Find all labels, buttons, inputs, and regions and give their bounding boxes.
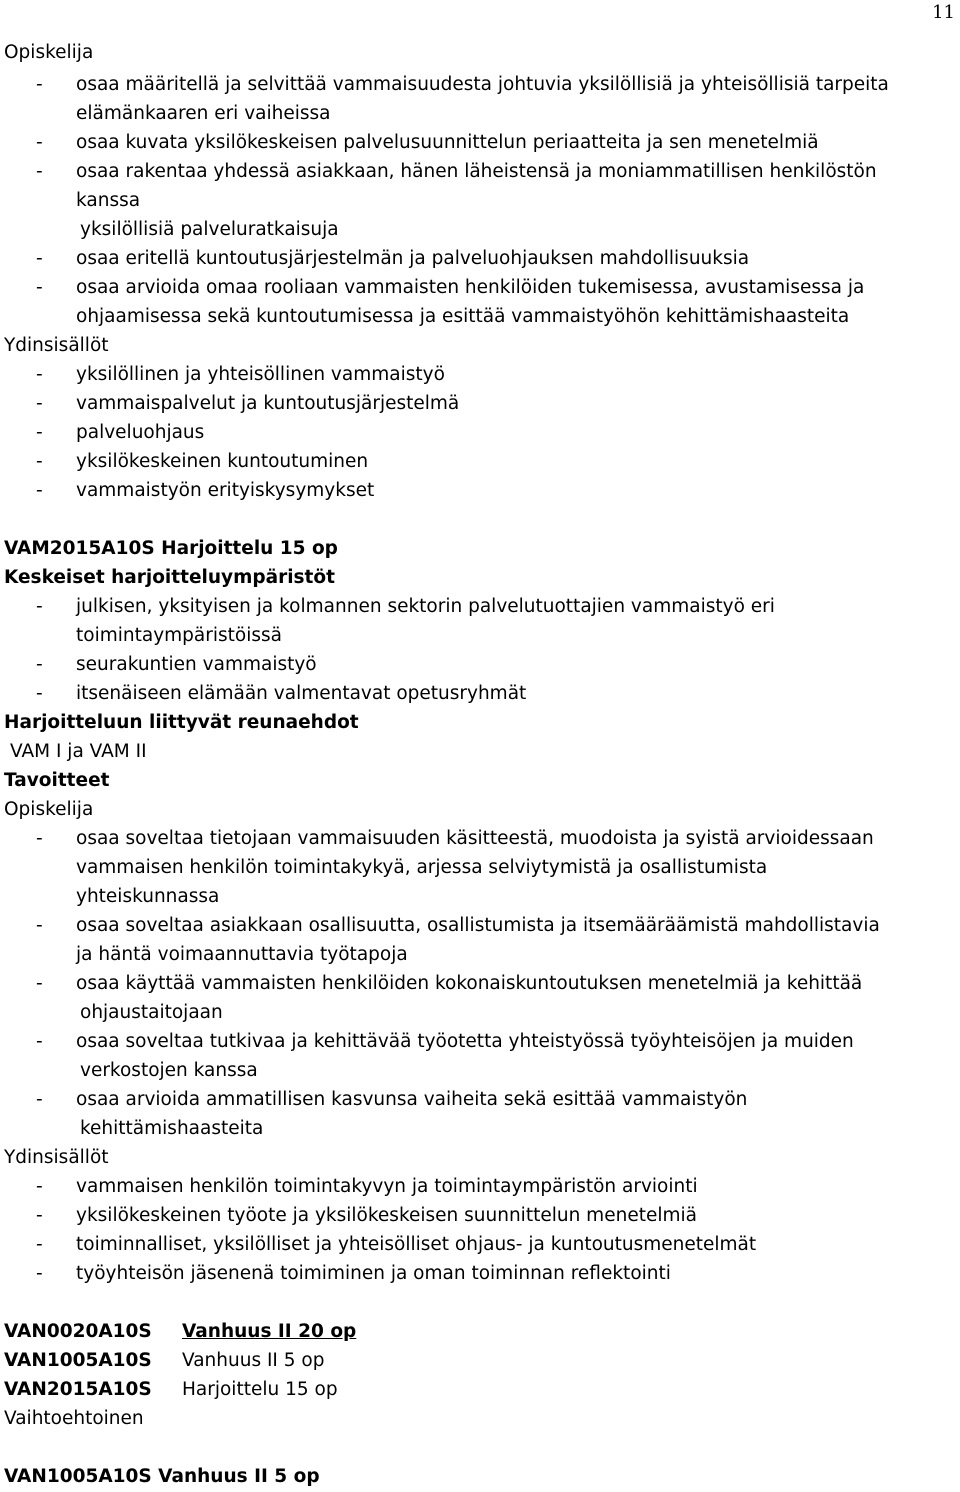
- list-item: [4, 273, 940, 302]
- list-item-continuation: [4, 186, 940, 215]
- bullet-dash: -: [36, 364, 43, 385]
- course-code: VAN1005A10S: [4, 1350, 152, 1371]
- bullet-dash: -: [36, 422, 43, 443]
- list-item-text: vammaistyön erityiskysymykset: [76, 480, 375, 501]
- list-item: [4, 157, 940, 186]
- bullet-dash: -: [36, 1205, 43, 1226]
- list-item: [4, 824, 940, 853]
- list-item-text: osaa soveltaa tietojaan vammaisuuden käsitteestä, muodoista ja syistä arvioidessaan: [76, 828, 874, 849]
- bullet-dash: -: [36, 451, 43, 472]
- heading-ydinsisallot-2: Ydinsisällöt: [4, 1147, 109, 1168]
- course-row: [4, 1346, 940, 1375]
- list-item-text: ohjaamisessa sekä kuntoutumisessa ja esittää vammaistyöhön kehittämishaasteita: [76, 306, 850, 327]
- heading-opiskelija: Opiskelija: [4, 42, 94, 63]
- list-item: [4, 360, 940, 389]
- list-item-text: työyhteisön jäsenenä toimiminen ja oman toiminnan reflektointi: [76, 1263, 671, 1284]
- list-item-text: julkisen, yksityisen ja kolmannen sektorin palvelutuottajien vammaistyö eri: [76, 596, 775, 617]
- list-item-text: yksilökeskeinen kuntoutuminen: [76, 451, 369, 472]
- list-item: [4, 70, 940, 99]
- list-item-text: osaa arvioida ammatillisen kasvunsa vaiheita sekä esittää vammaistyön: [76, 1089, 748, 1110]
- heading-keskeiset: Keskeiset harjoitteluympäristöt: [4, 567, 335, 588]
- list-item-text: osaa rakentaa yhdessä asiakkaan, hänen läheistensä ja moniammatillisen henkilöstön: [76, 161, 877, 182]
- heading-ydinsisallot: Ydinsisällöt: [4, 335, 109, 356]
- list-item-text: kehittämishaasteita: [80, 1118, 264, 1139]
- list-item-text: osaa määritellä ja selvittää vammaisuudesta johtuvia yksilöllisiä ja yhteisöllisiä tarpeita: [76, 74, 889, 95]
- bullet-dash: -: [36, 132, 43, 153]
- bullet-dash: -: [36, 393, 43, 414]
- bullet-dash: -: [36, 683, 43, 704]
- list-item-text: kanssa: [76, 190, 141, 211]
- bullet-dash: -: [36, 277, 43, 298]
- course-row: [4, 1317, 940, 1346]
- list-item: [4, 1259, 940, 1288]
- list-item-continuation: [4, 215, 940, 244]
- list-item-continuation: [4, 1056, 940, 1085]
- bullet-dash: -: [36, 828, 43, 849]
- bullet-dash: -: [36, 1263, 43, 1284]
- heading-opiskelija-2: Opiskelija: [4, 799, 94, 820]
- bullet-dash: -: [36, 654, 43, 675]
- list-item-text: toiminnalliset, yksilölliset ja yhteisölliset ohjaus- ja kuntoutusmenetelmät: [76, 1234, 757, 1255]
- list-item-text: vammaispalvelut ja kuntoutusjärjestelmä: [76, 393, 460, 414]
- list-item-text: seurakuntien vammaistyö: [76, 654, 317, 675]
- course-name: Vanhuus II 5 op: [182, 1350, 325, 1371]
- heading-tavoitteet: Tavoitteet: [4, 770, 110, 791]
- list-item-text: osaa arvioida omaa rooliaan vammaisten henkilöiden tukemisessa, avustamisessa ja: [76, 277, 865, 298]
- course-title: VAM2015A10S Harjoittelu 15 op: [4, 538, 338, 559]
- list-item-text: vammaisen henkilön toimintakykyä, arjessa selviytymistä ja osallistumista: [76, 857, 768, 878]
- list-item-text: osaa soveltaa tutkivaa ja kehittävää työotetta yhteistyössä työyhteisöjen ja muiden: [76, 1031, 854, 1052]
- list-item: [4, 476, 940, 505]
- course-name: Vanhuus II 20 op: [182, 1321, 357, 1342]
- list-item-text: osaa soveltaa asiakkaan osallisuutta, osallistumista ja itsemääräämistä mahdollistavia: [76, 915, 880, 936]
- list-item: [4, 128, 940, 157]
- bullet-dash: -: [36, 1089, 43, 1110]
- list-item: [4, 418, 940, 447]
- list-item-text: yksilöllisiä palveluratkaisuja: [80, 219, 339, 240]
- list-item-text: palveluohjaus: [76, 422, 205, 443]
- bullet-dash: -: [36, 248, 43, 269]
- course-title-last: VAN1005A10S Vanhuus II 5 op: [4, 1466, 320, 1487]
- bullet-dash: -: [36, 480, 43, 501]
- bullet-dash: -: [36, 1234, 43, 1255]
- list-item-text: vammaisen henkilön toimintakyvyn ja toimintaympäristön arviointi: [76, 1176, 698, 1197]
- list-item: [4, 244, 940, 273]
- course-row: [4, 1375, 940, 1404]
- list-item: [4, 1230, 940, 1259]
- list-item-text: osaa eritellä kuntoutusjärjestelmän ja palveluohjauksen mahdollisuuksia: [76, 248, 750, 269]
- list-item-continuation: [4, 621, 940, 650]
- list-item-continuation: [4, 1114, 940, 1143]
- list-item: [4, 650, 940, 679]
- bullet-dash: -: [36, 1031, 43, 1052]
- reunaehdot-value: VAM I ja VAM II: [10, 741, 147, 762]
- list-item: [4, 592, 940, 621]
- course-name: Harjoittelu 15 op: [182, 1379, 338, 1400]
- list-item: [4, 1027, 940, 1056]
- list-item-text: elämänkaaren eri vaiheissa: [76, 103, 331, 124]
- list-item-continuation: [4, 99, 940, 128]
- list-item-continuation: [4, 853, 940, 882]
- list-item: [4, 1201, 940, 1230]
- heading-reunaehdot: Harjoitteluun liittyvät reunaehdot: [4, 712, 359, 733]
- list-item-continuation: [4, 940, 940, 969]
- list-item-continuation: [4, 998, 940, 1027]
- list-item: [4, 1172, 940, 1201]
- list-item-text: ja häntä voimaannuttavia työtapoja: [76, 944, 408, 965]
- list-item-text: yksilökeskeinen työote ja yksilökeskeisen suunnittelun menetelmiä: [76, 1205, 697, 1226]
- bullet-dash: -: [36, 1176, 43, 1197]
- bullet-dash: -: [36, 161, 43, 182]
- vaihtoehtoinen-label: Vaihtoehtoinen: [4, 1408, 144, 1429]
- course-code: VAN0020A10S: [4, 1321, 152, 1342]
- list-item: [4, 679, 940, 708]
- bullet-dash: -: [36, 596, 43, 617]
- list-item: [4, 447, 940, 476]
- list-item-continuation: [4, 302, 940, 331]
- course-code: VAN2015A10S: [4, 1379, 152, 1400]
- bullet-dash: -: [36, 915, 43, 936]
- bullet-dash: -: [36, 74, 43, 95]
- page-number: 11: [932, 2, 955, 23]
- list-item-text: ohjaustaitojaan: [80, 1002, 223, 1023]
- list-item-text: verkostojen kanssa: [80, 1060, 258, 1081]
- list-item-text: toimintaympäristöissä: [76, 625, 282, 646]
- list-item-text: itsenäiseen elämään valmentavat opetusryhmät: [76, 683, 527, 704]
- list-item: [4, 969, 940, 998]
- list-item: [4, 389, 940, 418]
- list-item-continuation: [4, 882, 940, 911]
- list-item: [4, 1085, 940, 1114]
- list-item: [4, 911, 940, 940]
- list-item-text: osaa kuvata yksilökeskeisen palvelusuunnittelun periaatteita ja sen menetelmiä: [76, 132, 819, 153]
- bullet-dash: -: [36, 973, 43, 994]
- list-item-text: yksilöllinen ja yhteisöllinen vammaistyö: [76, 364, 445, 385]
- list-item-text: yhteiskunnassa: [76, 886, 220, 907]
- list-item-text: osaa käyttää vammaisten henkilöiden kokonaiskuntoutuksen menetelmiä ja kehittää: [76, 973, 863, 994]
